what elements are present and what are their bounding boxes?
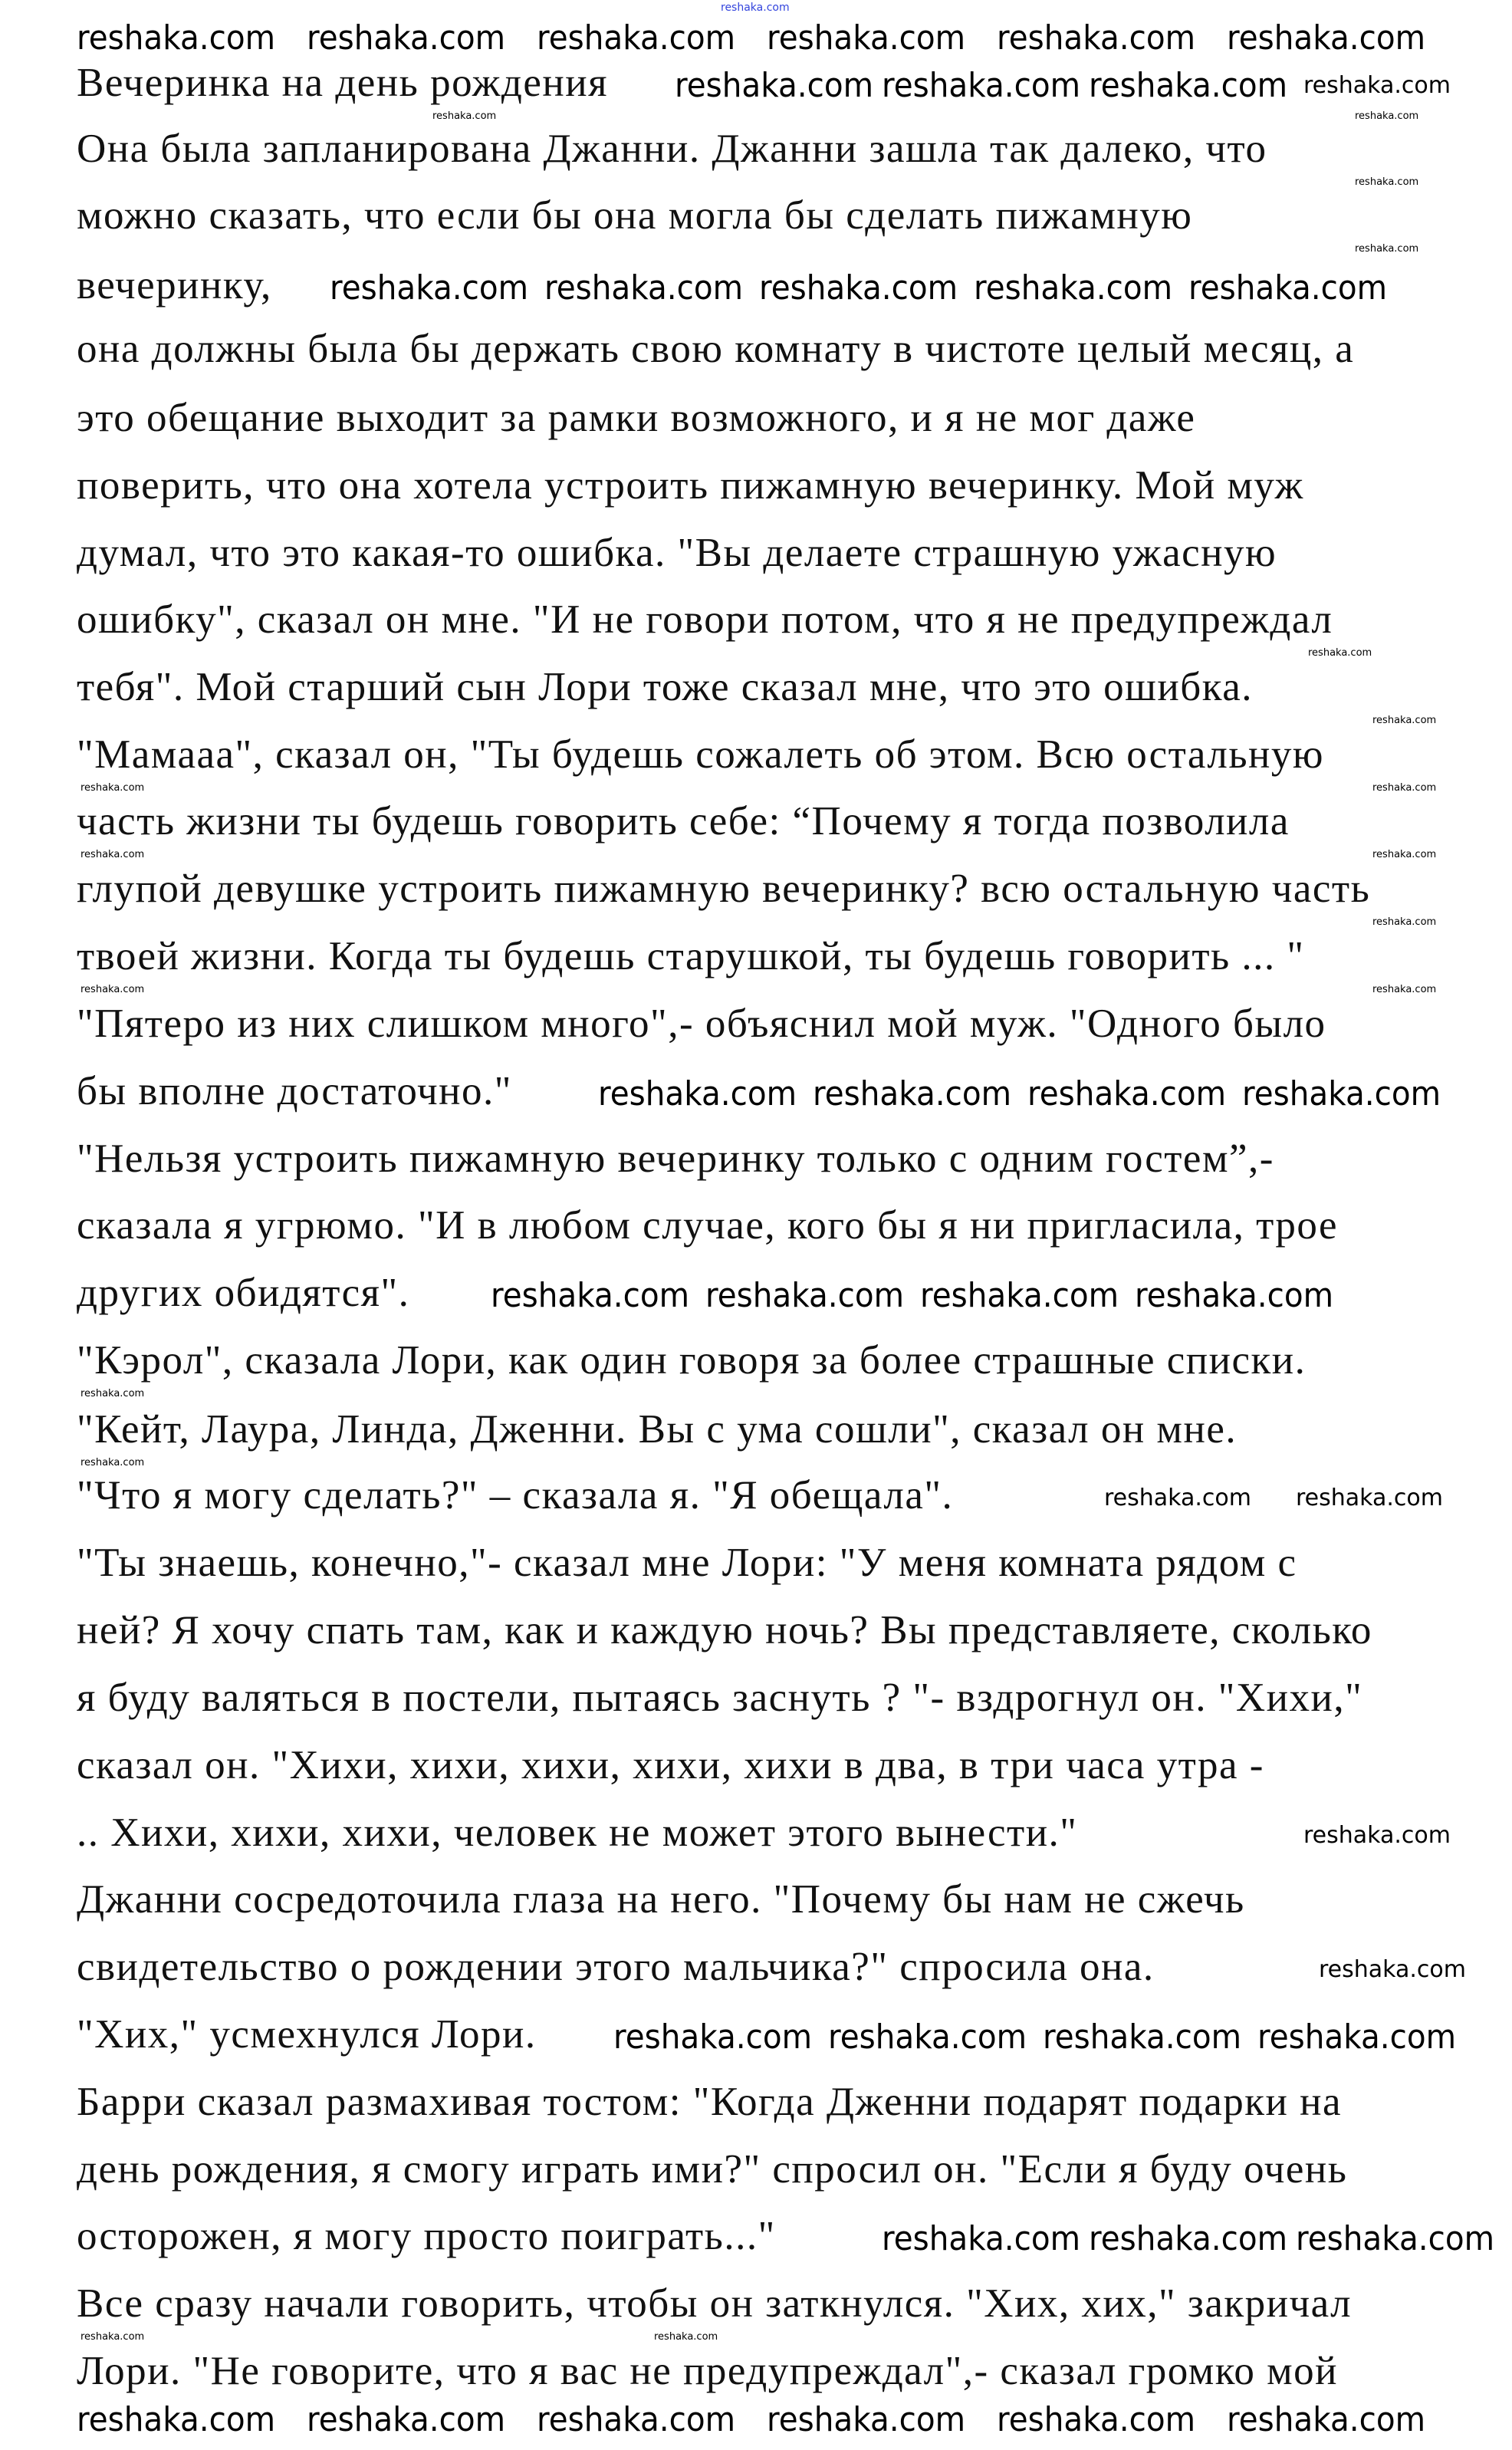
watermark-text: reshaka.com (1319, 1956, 1466, 1983)
watermark-text: reshaka.com (1135, 1276, 1334, 1315)
watermark-text: reshaka.com (813, 1074, 1012, 1113)
text-line: "Нельзя устроить пижамную вечеринку только с одним гостем”,- (77, 1136, 1274, 1181)
watermark-text: reshaka.com (759, 268, 958, 307)
text-line: .. Хихи, хихи, хихи, человек не может этого вынести." (77, 1810, 1078, 1855)
watermark-text: reshaka.com (1372, 984, 1437, 995)
watermark-text: reshaka.com (997, 18, 1196, 58)
watermark-text: reshaka.com (330, 268, 529, 307)
text-line: можно сказать, что если бы она могла бы сделать пижамную (77, 193, 1193, 238)
text-line: сказала я угрюмо. "И в любом случае, кого бы я ни пригласила, трое (77, 1203, 1339, 1248)
text-line: ней? Я хочу спать там, как и каждую ночь? Вы представляете, сколько (77, 1608, 1372, 1653)
text-line: "Кейт, Лаура, Линда, Дженни. Вы с ума сошли", сказал он мне. (77, 1407, 1238, 1452)
text-line: это обещание выходит за рамки возможного, и я не мог даже (77, 396, 1196, 440)
watermark-text: reshaka.com (77, 18, 276, 58)
watermark-text: reshaka.com (767, 18, 966, 58)
watermark-text: reshaka.com (307, 2400, 506, 2439)
text-line: думал, что это какая-то ошибка. "Вы делаете страшную ужасную (77, 531, 1277, 575)
watermark-text: reshaka.com (920, 1276, 1119, 1315)
watermark-text: reshaka.com (81, 782, 145, 794)
watermark-text: reshaka.com (1372, 782, 1437, 794)
watermark-text: reshaka.com (1242, 1074, 1441, 1113)
watermark-text: reshaka.com (1104, 1485, 1251, 1511)
watermark-text: reshaka.com (882, 66, 1081, 105)
header-site-link[interactable]: reshaka.com (721, 2, 790, 14)
watermark-text: reshaka.com (1303, 1822, 1451, 1849)
watermark-text: reshaka.com (675, 66, 874, 105)
watermark-text: reshaka.com (1372, 715, 1437, 726)
watermark-text: reshaka.com (544, 268, 744, 307)
watermark-text: reshaka.com (1355, 243, 1419, 255)
watermark-text: reshaka.com (1227, 2400, 1426, 2439)
watermark-text: reshaka.com (1089, 2219, 1288, 2258)
watermark-text: reshaka.com (997, 2400, 1196, 2439)
watermark-text: reshaka.com (598, 1074, 797, 1113)
watermark-text: reshaka.com (1355, 176, 1419, 188)
text-line: других обидятся". (77, 1271, 410, 1315)
watermark-text: reshaka.com (491, 1276, 690, 1315)
watermark-text: reshaka.com (1296, 1485, 1443, 1511)
watermark-text: reshaka.com (81, 1388, 145, 1399)
watermark-text: reshaka.com (974, 268, 1173, 307)
text-line: я буду валяться в постели, пытаясь заснуть ? "- вздрогнул он. "Хихи," (77, 1676, 1363, 1720)
watermark-text: reshaka.com (81, 2331, 145, 2343)
text-line: осторожен, я могу просто поиграть..." (77, 2214, 776, 2258)
watermark-text: reshaka.com (1043, 2018, 1242, 2057)
watermark-text: reshaka.com (767, 2400, 966, 2439)
watermark-text: reshaka.com (1355, 110, 1419, 122)
watermark-text: reshaka.com (654, 2331, 718, 2343)
text-line: Джанни сосредоточила глаза на него. "Почему бы нам не сжечь (77, 1877, 1245, 1922)
text-line: глупой девушке устроить пижамную вечеринку? всю остальную часть (77, 867, 1371, 911)
text-line: Лори. "Не говорите, что я вас не предупреждал",- сказал громко мой (77, 2349, 1339, 2393)
document-title: Вечеринка на день рождения (77, 61, 608, 105)
text-line: сказал он. "Хихи, хихи, хихи, хихи, хихи в два, в три часа утра - (77, 1743, 1264, 1787)
text-line: часть жизни ты будешь говорить себе: “Почему я тогда позволила (77, 799, 1290, 844)
watermark-text: reshaka.com (1303, 72, 1451, 99)
watermark-text: reshaka.com (81, 1457, 145, 1468)
text-line: Она была запланирована Джанни. Джанни зашла так далеко, что (77, 127, 1267, 171)
text-line: "Ты знаешь, конечно,"- сказал мне Лори: "У меня комната рядом с (77, 1541, 1297, 1585)
watermark-text: reshaka.com (1308, 647, 1372, 659)
text-line: бы вполне достаточно." (77, 1069, 512, 1113)
text-line: свидетельство о рождении этого мальчика?" спросила она. (77, 1945, 1155, 1989)
text-line: Барри сказал размахивая тостом: "Когда Дженни подарят подарки на (77, 2080, 1343, 2124)
text-line: поверить, что она хотела устроить пижамную вечеринку. Мой муж (77, 463, 1304, 508)
text-line: Все сразу начали говорить, чтобы он заткнулся. "Хих, хих," закричал (77, 2281, 1353, 2326)
text-line: день рождения, я смогу играть ими?" спросил он. "Если я буду очень (77, 2147, 1348, 2192)
watermark-text: reshaka.com (1296, 2219, 1495, 2258)
watermark-text: reshaka.com (1188, 268, 1388, 307)
watermark-text: reshaka.com (882, 2219, 1081, 2258)
text-line: "Мамааа", сказал он, "Ты будешь сожалеть об этом. Всю остальную (77, 732, 1324, 777)
text-line: "Кэрол", сказала Лори, как один говоря за более страшные списки. (77, 1338, 1307, 1383)
watermark-text: reshaka.com (1372, 849, 1437, 860)
watermark-text: reshaka.com (705, 1276, 905, 1315)
watermark-text: reshaka.com (828, 2018, 1027, 2057)
text-line: вечеринку, (77, 263, 272, 307)
text-line: ошибку", сказал он мне. "И не говори потом, что я не предупреждал (77, 597, 1333, 642)
watermark-text: reshaka.com (537, 2400, 736, 2439)
watermark-text: reshaka.com (1227, 18, 1426, 58)
watermark-text: reshaka.com (1089, 66, 1288, 105)
text-line: "Хих," усмехнулся Лори. (77, 2012, 537, 2057)
watermark-text: reshaka.com (307, 18, 506, 58)
watermark-text: reshaka.com (81, 984, 145, 995)
text-line: она должны была бы держать свою комнату в чистоте целый месяц, а (77, 327, 1355, 371)
watermark-text: reshaka.com (432, 110, 497, 122)
watermark-text: reshaka.com (1027, 1074, 1227, 1113)
watermark-text: reshaka.com (1257, 2018, 1457, 2057)
text-line: тебя". Мой старший сын Лори тоже сказал мне, что это ошибка. (77, 665, 1253, 709)
watermark-text: reshaka.com (77, 2400, 276, 2439)
watermark-text: reshaka.com (613, 2018, 813, 2057)
text-line: "Пятеро из них слишком много",- объяснил мой муж. "Одного было (77, 1001, 1326, 1046)
watermark-text: reshaka.com (1372, 916, 1437, 928)
watermark-text: reshaka.com (537, 18, 736, 58)
text-line: твоей жизни. Когда ты будешь старушкой, ты будешь говорить ... " (77, 934, 1305, 978)
watermark-text: reshaka.com (81, 849, 145, 860)
text-line: "Что я могу сделать?" – сказала я. "Я обещала". (77, 1473, 954, 1518)
